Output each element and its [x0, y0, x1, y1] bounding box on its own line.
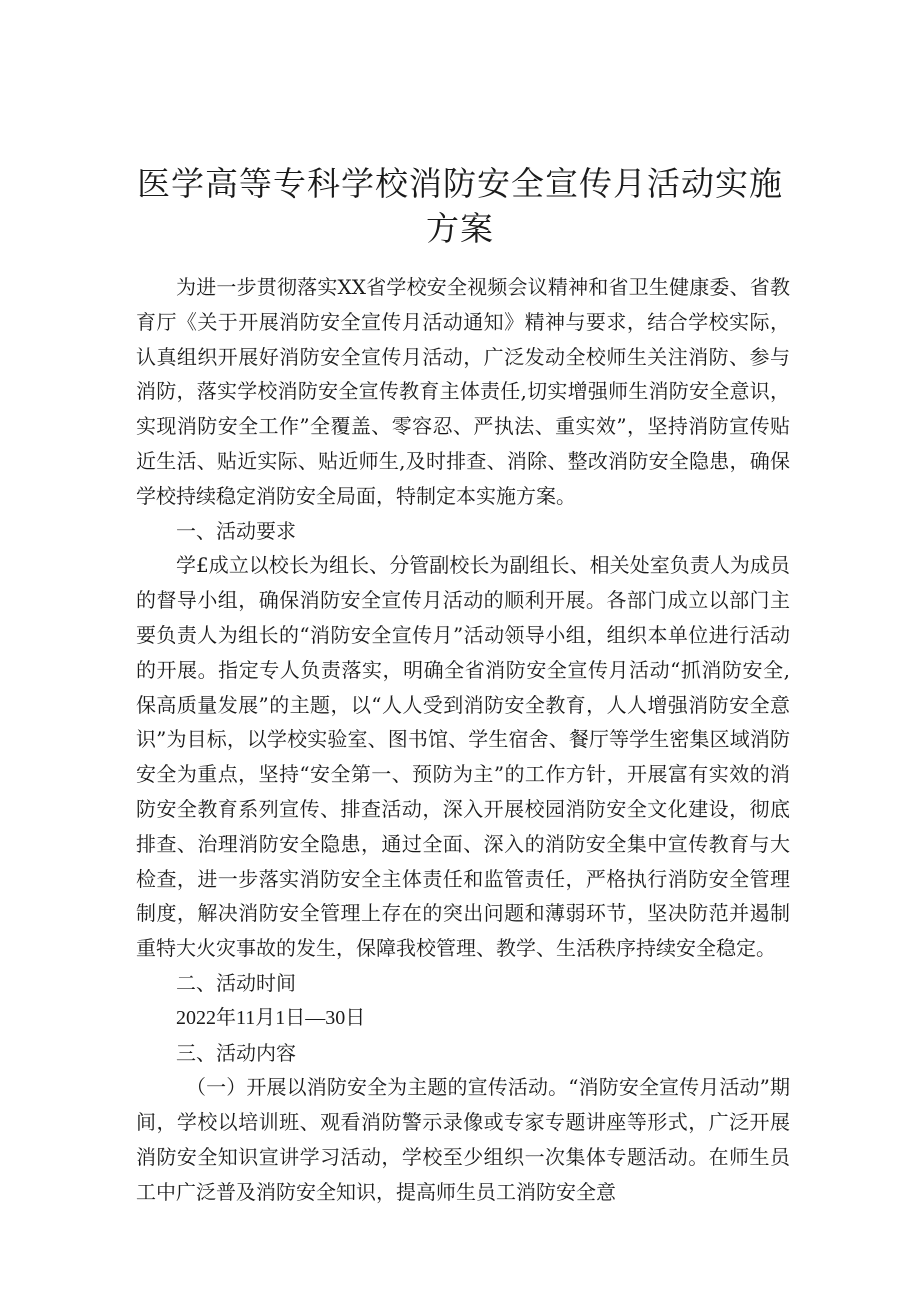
section-1-heading: 一、活动要求: [176, 518, 296, 543]
section-2-heading: 二、活动时间: [176, 970, 296, 995]
intro-paragraph: 为进一步贯彻落实XX省学校安全视频会议精神和省卫生健康委、省教育厅《关于开展消防安全宣传月活动通知》精神与要求，结合学校实际，认真组织开展好消防安全宣传月活动，广泛发动全校师生关注消防、参与消防，落实学校消防安全宣传教育主体责任,切实增强师生消防安全意识，实现消防安全工作”全覆盖、零容忍、严执法、重实效”，坚持消防宣传贴近生活、贴近实际、贴近师生,及时排查、消除、整改消防安全隐患，确保学校持续稳定消防安全局面，特制定本实施方案。: [136, 275, 790, 508]
section-3-heading: 三、活动内容: [176, 1040, 296, 1065]
section-3-item-1: （一）开展以消防安全为主题的宣传活动。“消防安全宣传月活动”期间，学校以培训班、观看消防警示录像或专家专题讲座等形式，广泛开展消防安全知识宣讲学习活动，学校至少组织一次集体专题活动。在师生员工中广泛普及消防安全知识，提高师生员工消防安全意: [136, 1075, 790, 1204]
document-title-line-1: 医学高等专科学校消防安全宣传月活动实施: [137, 164, 783, 203]
section-1-paragraph: 学£成立以校长为组长、分管副校长为副组长、相关处室负责人为成员的督导小组，确保消防安全宣传月活动的顺利开展。各部门成立以部门主要负责人为组长的“消防安全宣传月”活动领导小组，组织本单位进行活动的开展。指定专人负责落实，明确全省消防安全宣传月活动“抓消防安全,保高质量发展”的主题，以“人人受到消防安全教育，人人增强消防安全意识”为目标，以学校实验室、图书馆、学生宿舍、餐厅等学生密集区域消防安全为重点，坚持“安全第一、预防为主”的工作方针，开展富有实效的消防安全教育系列宣传、排查活动，深入开展校园消防安全文化建设，彻底排查、治理消防安全隐患，通过全面、深入的消防安全集中宣传教育与大检查，进一步落实消防安全主体责任和监管责任，严格执行消防安全管理制度，解决消防安全管理上存在的突出问题和薄弱环节，坚决防范并遏制重特大火灾事故的发生，保障我校管理、教学、生活秩序持续安全稳定。: [136, 553, 790, 961]
document-title-line-2: 方案: [426, 209, 494, 248]
document-body: [136, 270, 790, 1210]
section-2-date: 2022年11月1日—30日: [176, 1006, 366, 1029]
